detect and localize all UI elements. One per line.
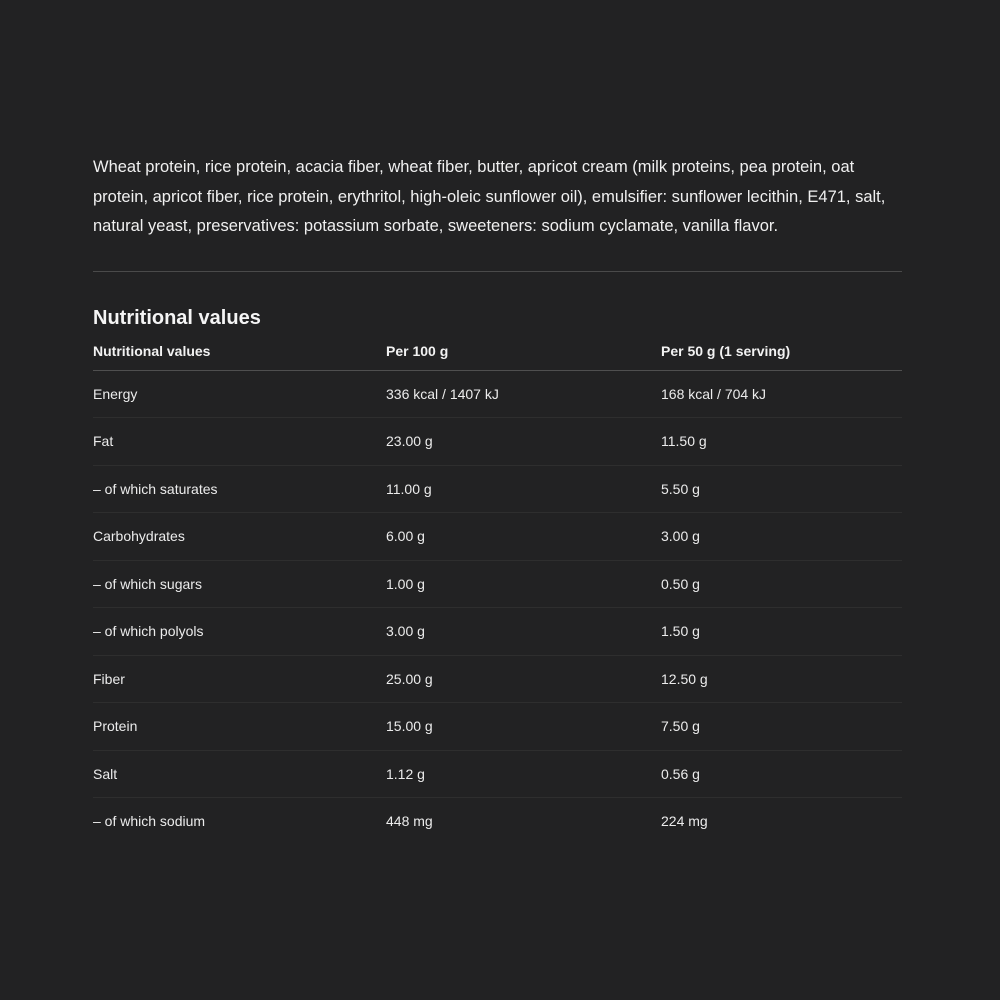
per-100g-value: 15.00 g [386, 703, 661, 751]
table-row [93, 655, 902, 703]
per-serving-value: 0.50 g [661, 560, 902, 608]
ingredients-text: Wheat protein, rice protein, acacia fiber, wheat fiber, butter, apricot cream (milk proteins, pea protein, oat protein, apricot fiber, rice protein, erythritol, high-oleic sunflower oil), emulsifier: sunflower lecithin, E471, salt, natural yeast, preservatives: potassium sorbate, sweeteners: sodium cyclamate, vanilla flavor. [93, 158, 886, 235]
column-header-per-100g: Per 100 g [386, 343, 661, 371]
nutrition-section-title: Nutritional values [93, 306, 261, 329]
nutrient-name: – of which polyols [93, 608, 386, 656]
table-row [93, 465, 902, 513]
nutrient-name: Fat [93, 418, 386, 466]
per-serving-value: 0.56 g [661, 750, 902, 798]
table-row [93, 608, 902, 656]
table-row [93, 703, 902, 751]
per-serving-value: 168 kcal / 704 kJ [661, 370, 902, 418]
table-header-row [93, 343, 902, 371]
table-row [93, 798, 902, 845]
per-serving-value: 11.50 g [661, 418, 902, 466]
nutrient-name: – of which sugars [93, 560, 386, 608]
per-100g-value: 336 kcal / 1407 kJ [386, 370, 661, 418]
per-serving-value: 1.50 g [661, 608, 902, 656]
nutrition-table [93, 343, 902, 845]
per-100g-value: 3.00 g [386, 608, 661, 656]
product-info [93, 153, 902, 845]
nutrient-name: Protein [93, 703, 386, 751]
nutrient-name: Carbohydrates [93, 513, 386, 561]
nutrient-name: – of which sodium [93, 813, 206, 830]
nutrient-name: – of which saturates [93, 465, 386, 513]
table-row [93, 750, 902, 798]
per-serving-value: 3.00 g [661, 513, 902, 561]
per-serving-value: 7.50 g [661, 703, 902, 751]
table-row [93, 370, 902, 418]
per-100g-value: 6.00 g [386, 513, 661, 561]
nutrient-name: Energy [93, 370, 386, 418]
nutrient-name: Fiber [93, 655, 386, 703]
table-row [93, 418, 902, 466]
per-100g-value: 1.00 g [386, 560, 661, 608]
table-row [93, 560, 902, 608]
section-divider [93, 271, 902, 272]
per-100g-value: 25.00 g [386, 655, 661, 703]
column-header-per-serving: Per 50 g (1 serving) [661, 343, 902, 371]
per-100g-value: 448 mg [386, 813, 433, 830]
per-serving-value: 12.50 g [661, 655, 902, 703]
nutrient-name: Salt [93, 750, 386, 798]
per-100g-value: 23.00 g [386, 418, 661, 466]
per-serving-value: 5.50 g [661, 465, 902, 513]
column-header-nutrient: Nutritional values [93, 343, 386, 371]
per-100g-value: 1.12 g [386, 750, 661, 798]
per-100g-value: 11.00 g [386, 465, 661, 513]
per-serving-value: 224 mg [661, 813, 708, 830]
table-row [93, 513, 902, 561]
